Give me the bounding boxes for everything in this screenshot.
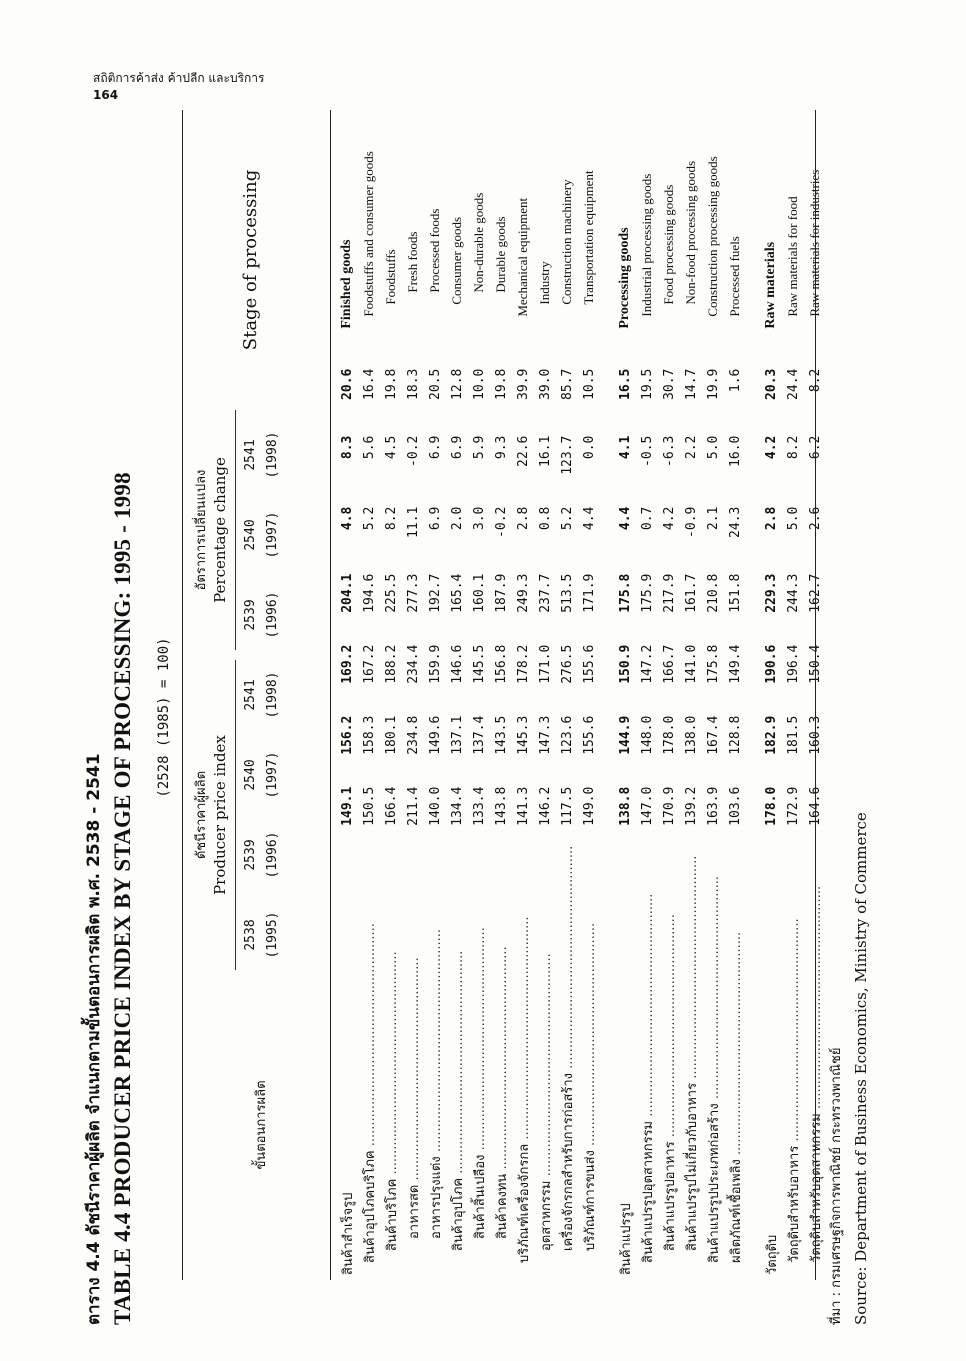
- value-cell: 146.6: [449, 644, 465, 684]
- value-cell: 4.2: [763, 435, 779, 460]
- table-row: [636, 110, 658, 1275]
- value-cell: 4.5: [383, 435, 399, 460]
- stage-thai-header: ขั้นตอนการผลิต: [254, 1080, 269, 1170]
- value-cell: 24.3: [727, 506, 743, 538]
- value-cell: 149.6: [427, 715, 443, 755]
- row-spacer: [600, 110, 614, 1275]
- table-caption-thai: ตาราง 4.4 ดัชนีราคาผู้ผลิต จำแนกตามขั้นตอนการผลิต พ.ศ. 2538 - 2541: [84, 753, 104, 1325]
- row-label-english: Non-food processing goods: [683, 160, 698, 305]
- table-row: [424, 110, 446, 1275]
- value-cell: -6.2: [807, 435, 823, 467]
- value-cell: 217.9: [661, 573, 677, 613]
- value-cell: 244.3: [785, 573, 801, 613]
- table-row: [680, 110, 702, 1275]
- value-cell: 6.9: [427, 506, 443, 531]
- year-header: 2538 (1995): [243, 911, 280, 959]
- value-cell: 513.5: [559, 573, 575, 613]
- row-label-english: Processing goods: [617, 227, 632, 329]
- value-cell: 2.1: [705, 506, 721, 531]
- pct-underline: [235, 410, 236, 650]
- value-cell: 234.4: [405, 644, 421, 684]
- value-cell: 30.7: [661, 368, 677, 400]
- value-cell: 150.9: [617, 644, 633, 684]
- row-label-thai: วัตถุดิบสำหรับอุตสาหกรรม .....: [809, 886, 824, 1275]
- value-cell: 12.8: [449, 368, 465, 400]
- base-year-note: (2528 (1985) = 100): [156, 637, 172, 798]
- value-cell: 161.7: [683, 573, 699, 613]
- value-cell: 1.6: [727, 368, 743, 393]
- value-cell: 210.8: [705, 573, 721, 613]
- table-row: [658, 110, 680, 1275]
- value-cell: 6.9: [427, 435, 443, 460]
- value-cell: 167.4: [705, 715, 721, 755]
- ppi-group-header: ดัชนีราคาผู้ผลิต Producer price index: [194, 735, 229, 895]
- value-cell: 137.1: [449, 715, 465, 755]
- year-header: 2541 (1998): [243, 431, 280, 479]
- value-cell: 123.7: [559, 435, 575, 475]
- value-cell: 167.2: [361, 644, 377, 684]
- source-thai: ที่มา : กรมเศรษฐกิจการพาณิชย์ กระทรวงพาณิชย์: [829, 1047, 844, 1325]
- value-cell: 134.4: [449, 786, 465, 826]
- value-cell: 166.7: [661, 644, 677, 684]
- group-row: [614, 110, 636, 1275]
- page-header: [93, 70, 264, 104]
- source-english: Source: Department of Business Economics, Ministry of Commerce: [852, 812, 870, 1325]
- value-cell: 6.9: [449, 435, 465, 460]
- value-cell: 138.0: [683, 715, 699, 755]
- pct-group-header: อัตราการเปลี่ยนแปลง Percentage change: [194, 457, 229, 603]
- value-cell: 148.0: [639, 715, 655, 755]
- year-header: 2539 (1996): [243, 591, 280, 639]
- stage-english-header: Stage of processing: [240, 169, 261, 351]
- row-label-english: Mechanical equipment: [515, 197, 530, 317]
- value-cell: 194.6: [361, 573, 377, 613]
- row-label-thai: สินค้าคงทน .....: [495, 946, 510, 1275]
- value-cell: 156.8: [493, 644, 509, 684]
- row-label-thai: สินค้าแปรรูปอาหาร .....: [663, 914, 678, 1275]
- value-cell: 22.6: [515, 435, 531, 467]
- row-label-english: Industry: [537, 261, 552, 305]
- row-label-thai: สินค้าแปรรูปประเภทก่อสร้าง .....: [707, 876, 722, 1275]
- table-row: [490, 110, 512, 1275]
- value-cell: 39.0: [537, 368, 553, 400]
- value-cell: 5.2: [361, 506, 377, 531]
- rotated-table-page: [80, 110, 880, 1325]
- value-cell: 138.8: [617, 786, 633, 826]
- row-label-thai: สินค้าแปรรูปอุตสาหกรรม .....: [641, 894, 656, 1275]
- value-cell: 196.4: [785, 644, 801, 684]
- value-cell: -0.9: [683, 506, 699, 538]
- value-cell: 141.3: [515, 786, 531, 826]
- value-cell: 172.9: [785, 786, 801, 826]
- value-cell: 20.3: [763, 368, 779, 400]
- row-label-thai: สินค้าแปรรูป: [618, 1203, 634, 1275]
- row-label-english: Raw materials for industries: [807, 169, 822, 317]
- value-cell: 150.4: [807, 644, 823, 684]
- row-label-english: Raw materials for food: [785, 196, 800, 317]
- row-label-thai: เครื่องจักรกลสำหรับการก่อสร้าง .....: [561, 846, 576, 1275]
- ppi-data-table: [336, 110, 826, 1275]
- value-cell: 162.7: [807, 573, 823, 613]
- value-cell: 237.7: [537, 573, 553, 613]
- row-label-english: Processed fuels: [727, 236, 742, 317]
- value-cell: 19.8: [383, 368, 399, 400]
- row-label-english: Construction processing goods: [705, 156, 720, 317]
- value-cell: 4.1: [617, 435, 633, 460]
- value-cell: 4.4: [581, 506, 597, 531]
- value-cell: 143.5: [493, 715, 509, 755]
- value-cell: 2.2: [683, 435, 699, 460]
- value-cell: 144.9: [617, 715, 633, 755]
- row-label-thai: บริภัณฑ์การขนส่ง .....: [583, 923, 598, 1275]
- value-cell: 85.7: [559, 368, 575, 400]
- value-cell: 14.7: [683, 368, 699, 400]
- row-label-english: Fresh foods: [405, 231, 420, 293]
- row-label-english: Finished goods: [339, 239, 354, 329]
- value-cell: 164.6: [807, 786, 823, 826]
- value-cell: 5.2: [559, 506, 575, 531]
- row-label-thai: ผลิตภัณฑ์เชื้อเพลิง .....: [729, 932, 744, 1275]
- table-row: [446, 110, 468, 1275]
- row-label-thai: สินค้าบริโภค .....: [385, 951, 400, 1275]
- value-cell: 165.4: [449, 573, 465, 613]
- row-label-english: Industrial processing goods: [639, 173, 654, 317]
- value-cell: 2.8: [763, 506, 779, 531]
- page-number: 164: [93, 88, 119, 102]
- value-cell: 160.1: [471, 573, 487, 613]
- value-cell: 149.4: [727, 644, 743, 684]
- year-header: 2540 (1997): [243, 751, 280, 799]
- value-cell: 155.6: [581, 715, 597, 755]
- value-cell: 175.8: [617, 573, 633, 613]
- row-label-english: Non-durable goods: [471, 192, 486, 293]
- value-cell: 140.0: [427, 786, 443, 826]
- value-cell: 123.6: [559, 715, 575, 755]
- value-cell: 2.8: [515, 506, 531, 531]
- table-row: [468, 110, 490, 1275]
- value-cell: 158.3: [361, 715, 377, 755]
- value-cell: 234.8: [405, 715, 421, 755]
- table-row: [512, 110, 534, 1275]
- row-label-thai: สินค้าอุปโภค .....: [451, 951, 466, 1275]
- value-cell: 188.2: [383, 644, 399, 684]
- value-cell: 192.7: [427, 573, 443, 613]
- row-label-thai: วัตถุดิบสำหรับอาหาร .....: [787, 918, 802, 1275]
- row-label-english: Processed foods: [427, 208, 442, 293]
- value-cell: 178.0: [661, 715, 677, 755]
- value-cell: 103.6: [727, 786, 743, 826]
- value-cell: 39.9: [515, 368, 531, 400]
- value-cell: 8.3: [339, 435, 355, 460]
- value-cell: 16.0: [727, 435, 743, 467]
- year-header: 2539 (1996): [243, 831, 280, 879]
- value-cell: 139.2: [683, 786, 699, 826]
- table-row: [782, 110, 804, 1275]
- value-cell: 166.4: [383, 786, 399, 826]
- value-cell: 137.4: [471, 715, 487, 755]
- value-cell: 277.3: [405, 573, 421, 613]
- value-cell: 181.5: [785, 715, 801, 755]
- table-row: [702, 110, 724, 1275]
- value-cell: 143.8: [493, 786, 509, 826]
- value-cell: 249.3: [515, 573, 531, 613]
- value-cell: 5.9: [471, 435, 487, 460]
- value-cell: 4.4: [617, 506, 633, 531]
- value-cell: 117.5: [559, 786, 575, 826]
- table-row: [402, 110, 424, 1275]
- value-cell: 3.0: [471, 506, 487, 531]
- value-cell: 204.1: [339, 573, 355, 613]
- value-cell: 147.2: [639, 644, 655, 684]
- value-cell: 175.9: [639, 573, 655, 613]
- value-cell: 11.1: [405, 506, 421, 538]
- value-cell: 8.2: [807, 368, 823, 393]
- value-cell: -6.3: [661, 435, 677, 467]
- value-cell: 150.5: [361, 786, 377, 826]
- value-cell: 8.2: [383, 506, 399, 531]
- row-label-thai: สินค้าแปรรูปไม่เกี่ยวกับอาหาร .....: [685, 856, 700, 1275]
- ppi-underline: [235, 660, 236, 970]
- value-cell: 20.5: [427, 368, 443, 400]
- table-caption-english: TABLE 4.4 PRODUCER PRICE INDEX BY STAGE OF PROCESSING: 1995 - 1998: [110, 472, 135, 1325]
- value-cell: 8.2: [785, 435, 801, 460]
- value-cell: 180.1: [383, 715, 399, 755]
- row-label-english: Raw materials: [763, 241, 778, 329]
- value-cell: 0.7: [639, 506, 655, 531]
- value-cell: 170.9: [661, 786, 677, 826]
- value-cell: 187.9: [493, 573, 509, 613]
- value-cell: 19.8: [493, 368, 509, 400]
- year-header: 2541 (1998): [243, 671, 280, 719]
- value-cell: 276.5: [559, 644, 575, 684]
- value-cell: 0.0: [581, 435, 597, 460]
- value-cell: 151.8: [727, 573, 743, 613]
- row-label-thai: สินค้าสำเร็จรูป: [340, 1192, 356, 1275]
- value-cell: 190.6: [763, 644, 779, 684]
- value-cell: 159.9: [427, 644, 443, 684]
- value-cell: 9.3: [493, 435, 509, 460]
- value-cell: 5.6: [361, 435, 377, 460]
- value-cell: 155.6: [581, 644, 597, 684]
- value-cell: 178.2: [515, 644, 531, 684]
- table-row: [724, 110, 746, 1275]
- value-cell: 19.9: [705, 368, 721, 400]
- table-row: [380, 110, 402, 1275]
- value-cell: 171.0: [537, 644, 553, 684]
- value-cell: 145.5: [471, 644, 487, 684]
- value-cell: 147.3: [537, 715, 553, 755]
- value-cell: 160.3: [807, 715, 823, 755]
- table-row: [534, 110, 556, 1275]
- row-label-english: Construction machinery: [559, 179, 574, 305]
- value-cell: 175.8: [705, 644, 721, 684]
- row-label-english: Consumer goods: [449, 216, 464, 305]
- value-cell: 0.8: [537, 506, 553, 531]
- year-header: 2540 (1997): [243, 511, 280, 559]
- value-cell: 225.5: [383, 573, 399, 613]
- value-cell: 10.5: [581, 368, 597, 400]
- row-spacer: [746, 110, 760, 1275]
- value-cell: 5.0: [785, 506, 801, 531]
- value-cell: 182.9: [763, 715, 779, 755]
- value-cell: 10.0: [471, 368, 487, 400]
- table-row: [358, 110, 380, 1275]
- table-row: [556, 110, 578, 1275]
- row-label-english: Foodstuffs and consumer goods: [361, 151, 376, 317]
- row-label-thai: อุตสาหกรรม .....: [539, 953, 554, 1275]
- value-cell: 229.3: [763, 573, 779, 613]
- value-cell: 24.4: [785, 368, 801, 400]
- row-label-thai: บริภัณฑ์เครื่องจักรกล .....: [517, 916, 532, 1275]
- value-cell: 4.2: [661, 506, 677, 531]
- row-label-english: Foodstuffs: [383, 249, 398, 305]
- table-bottom-rule: [815, 110, 816, 1280]
- value-cell: -0.2: [405, 435, 421, 467]
- row-label-thai: วัตถุดิบ: [764, 1234, 780, 1275]
- value-cell: 178.0: [763, 786, 779, 826]
- value-cell: 133.4: [471, 786, 487, 826]
- row-label-english: Food processing goods: [661, 184, 676, 305]
- row-label-english: Durable goods: [493, 216, 508, 293]
- group-row: [760, 110, 782, 1275]
- value-cell: 147.0: [639, 786, 655, 826]
- row-label-thai: สินค้าสิ้นเปลือง .....: [473, 927, 488, 1275]
- row-label-thai: สินค้าอุปโภคบริโภค .....: [363, 923, 378, 1275]
- table-row: [578, 110, 600, 1275]
- value-cell: 5.0: [705, 435, 721, 460]
- row-label-thai: อาหารสด .....: [407, 957, 422, 1275]
- value-cell: 19.5: [639, 368, 655, 400]
- value-cell: 16.4: [361, 368, 377, 400]
- group-row: [336, 110, 358, 1275]
- source-note: [825, 812, 873, 1325]
- value-cell: 141.0: [683, 644, 699, 684]
- value-cell: 146.2: [537, 786, 553, 826]
- value-cell: 16.1: [537, 435, 553, 467]
- value-cell: -0.5: [639, 435, 655, 467]
- value-cell: 128.8: [727, 715, 743, 755]
- header-bottom-rule: [330, 110, 331, 1280]
- value-cell: 149.1: [339, 786, 355, 826]
- table-top-rule: [182, 110, 183, 1280]
- value-cell: 20.6: [339, 368, 355, 400]
- value-cell: 156.2: [339, 715, 355, 755]
- value-cell: 18.3: [405, 368, 421, 400]
- value-cell: 145.3: [515, 715, 531, 755]
- value-cell: 163.9: [705, 786, 721, 826]
- value-cell: 4.8: [339, 506, 355, 531]
- value-cell: 211.4: [405, 786, 421, 826]
- value-cell: -2.6: [807, 506, 823, 538]
- row-label-thai: อาหารปรุงแต่ง .....: [429, 929, 444, 1275]
- value-cell: 2.0: [449, 506, 465, 531]
- row-label-english: Transportation equipment: [581, 170, 596, 305]
- book-title: สถิติการค้าส่ง ค้าปลีก และบริการ: [93, 71, 265, 85]
- value-cell: -0.2: [493, 506, 509, 538]
- value-cell: 169.2: [339, 644, 355, 684]
- value-cell: 149.0: [581, 786, 597, 826]
- value-cell: 16.5: [617, 368, 633, 400]
- value-cell: 171.9: [581, 573, 597, 613]
